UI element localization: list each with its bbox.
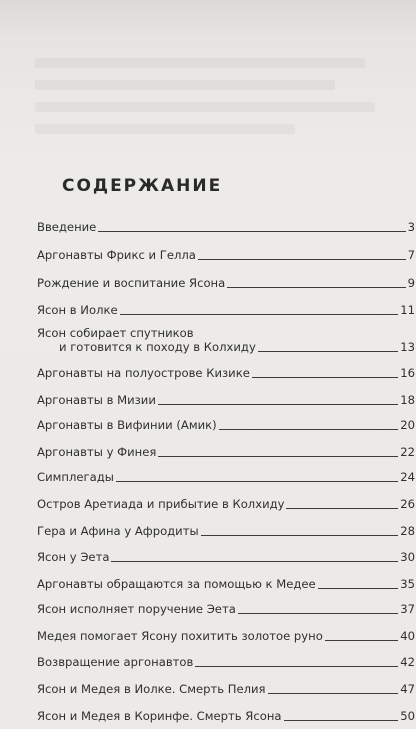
toc-entry[interactable] <box>37 276 415 290</box>
toc-entry[interactable] <box>37 577 415 591</box>
toc-page-number: 11 <box>400 303 415 317</box>
toc-page-number: 7 <box>407 248 415 262</box>
toc-page-number: 20 <box>400 418 415 432</box>
dot-leader <box>252 377 398 378</box>
toc-page-number: 22 <box>400 445 415 459</box>
dot-leader <box>325 640 398 641</box>
toc-entry-title: Аргонавты Фрикс и Гелла <box>37 248 196 262</box>
toc-page-number: 42 <box>400 655 415 669</box>
toc-entry-title: Гера и Афина у Афродиты <box>37 524 199 538</box>
dot-leader <box>111 561 398 562</box>
toc-entry[interactable] <box>37 326 415 354</box>
toc-page-number: 24 <box>400 470 415 484</box>
toc-entry[interactable] <box>37 550 415 564</box>
toc-entry-title: Рождение и воспитание Ясона <box>37 276 226 290</box>
toc-entry[interactable] <box>37 303 415 317</box>
toc-heading: СОДЕРЖАНИЕ <box>62 176 223 196</box>
toc-page-number: 16 <box>400 366 415 380</box>
toc-entry-title: Ясон исполняет поручение Эета <box>37 602 236 616</box>
dot-leader <box>98 231 405 232</box>
toc-entry[interactable] <box>37 629 415 643</box>
toc-page-number: 9 <box>407 276 415 290</box>
toc-entry-title: Ясон в Иолке <box>37 303 118 317</box>
toc-entry[interactable] <box>37 445 415 459</box>
dot-leader <box>116 481 398 482</box>
toc-entry[interactable] <box>37 393 415 407</box>
toc-entry-title: Возвращение аргонавтов <box>37 655 194 669</box>
dot-leader <box>201 535 399 536</box>
toc-page-number: 18 <box>400 393 415 407</box>
dot-leader <box>318 588 399 589</box>
dot-leader <box>158 456 398 457</box>
toc-page-number: 3 <box>407 220 415 234</box>
toc-page-number: 37 <box>400 602 415 616</box>
toc-entry-title: Остров Аретиада и прибытие в Колхиду <box>37 497 285 511</box>
dot-leader <box>258 351 398 352</box>
toc-entry[interactable] <box>37 602 415 616</box>
dot-leader <box>120 314 399 315</box>
toc-entry[interactable] <box>37 497 415 511</box>
bleed-through-text <box>35 58 395 146</box>
toc-entry[interactable] <box>37 418 415 432</box>
toc-page-number: 40 <box>400 629 415 643</box>
dot-leader <box>195 666 398 667</box>
toc-entry-title: Симплегады <box>37 470 114 484</box>
toc-entry-title: Ясон и Медея в Коринфе. Смерть Ясона <box>37 709 282 723</box>
toc-entry-title: Введение <box>37 220 97 234</box>
toc-entry-title: Ясон собирает спутников <box>37 326 194 340</box>
dot-leader <box>268 693 399 694</box>
dot-leader <box>227 287 405 288</box>
toc-entry[interactable] <box>37 470 415 484</box>
toc-entry-title-line2: и готовится к походу в Колхиду <box>59 340 256 354</box>
toc-entry-title-block <box>37 326 256 354</box>
dot-leader <box>198 259 406 260</box>
toc-entry[interactable] <box>37 220 415 234</box>
dot-leader <box>158 404 398 405</box>
toc-entry[interactable] <box>37 682 415 696</box>
toc-entry-title: Ясон у Эета <box>37 550 110 564</box>
toc-entry-title: Ясон и Медея в Иолке. Смерть Пелия <box>37 682 266 696</box>
toc-entry[interactable] <box>37 709 415 723</box>
toc-entry-title: Аргонавты в Вифинии (Амик) <box>37 418 217 432</box>
dot-leader <box>284 720 399 721</box>
toc-page-number: 26 <box>400 497 415 511</box>
toc-entry[interactable] <box>37 655 415 669</box>
toc-entry[interactable] <box>37 248 415 262</box>
toc-entry[interactable] <box>37 366 415 380</box>
toc-page-number: 30 <box>400 550 415 564</box>
toc-page-number: 50 <box>400 709 415 723</box>
toc-entry-title: Аргонавты на полуострове Кизике <box>37 366 250 380</box>
toc-entry[interactable] <box>37 524 415 538</box>
toc-page-number: 13 <box>400 340 415 354</box>
toc-entry-title: Аргонавты в Мизии <box>37 393 156 407</box>
toc-entry-title: Медея помогает Ясону похитить золотое руно <box>37 629 323 643</box>
toc-page-number: 35 <box>400 577 415 591</box>
toc-page-number: 28 <box>400 524 415 538</box>
dot-leader <box>219 429 399 430</box>
toc-page-number: 47 <box>400 682 415 696</box>
dot-leader <box>286 508 398 509</box>
toc-entry-title: Аргонавты обращаются за помощью к Медее <box>37 577 316 591</box>
toc-entry-title: Аргонавты у Финея <box>37 445 157 459</box>
dot-leader <box>238 613 398 614</box>
